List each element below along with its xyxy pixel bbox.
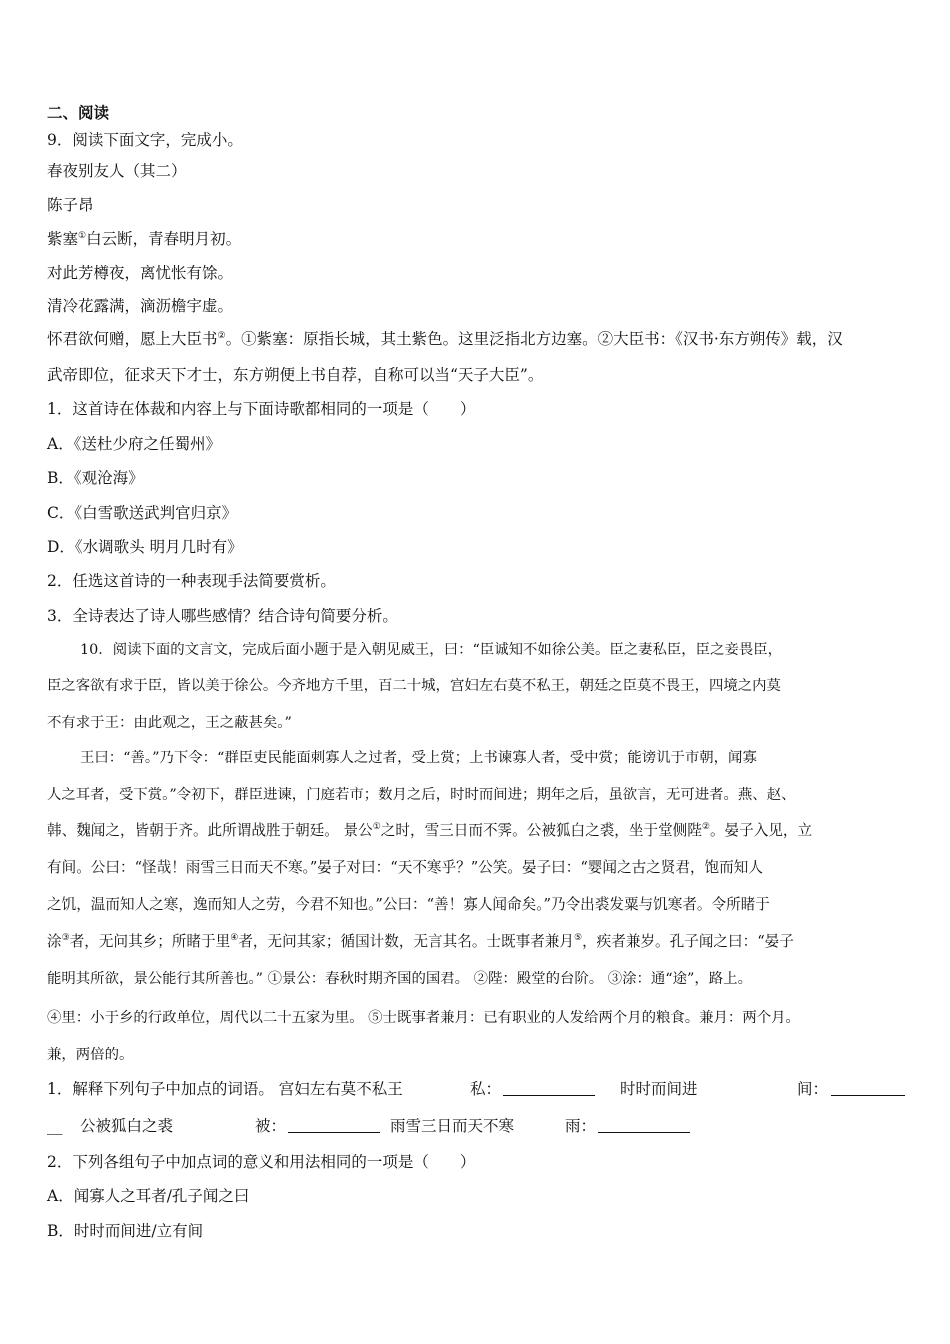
q10-sub1-sentence3: 公被狐白之裘 bbox=[80, 1117, 174, 1135]
q9-stem: 9．阅读下面文字，完成小。 bbox=[47, 131, 243, 149]
answer-blank-4[interactable] bbox=[598, 1116, 690, 1133]
q10-para2-line7: 能明其所欲，景公能行其所善也。” ①景公：春秋时期齐国的国君。 ②陛：殿堂的台阶。 ③涂：通“途”，路上。 bbox=[47, 971, 752, 987]
q10-sub1-blank-tail[interactable]: __ bbox=[47, 1117, 63, 1135]
answer-blank-3[interactable] bbox=[288, 1116, 380, 1133]
section-title: 二、阅读 bbox=[47, 104, 110, 122]
q10-sub1-sentence4: 雨雪三日而天不寒 bbox=[390, 1117, 515, 1135]
poem-line-4-notes: 怀君欲何赠，愿上大臣书②。①紫塞：原指长城，其土紫色。这里泛指北方边塞。②大臣书：《汉书·东方朔传》载，汉 bbox=[47, 330, 843, 348]
q10-para2-line8: ④里：小于乡的行政单位，周代以二十五家为里。 ⑤士既事者兼月：已有职业的人发给两个月的粮食。兼月：两个月。 bbox=[47, 1010, 800, 1026]
q10-option-b: B．时时而间进/立有间 bbox=[47, 1222, 204, 1240]
q10-sub1-stem: 1．解释下列句子中加点的词语。 宫妇左右莫不私王 bbox=[47, 1080, 403, 1098]
q10-para2-line2: 人之耳者，受下赏。”令初下，群臣进谏，门庭若市；数月之后，时时而间进；期年之后，虽欲言，无可进者。燕、赵、 bbox=[47, 787, 796, 803]
poem-title: 春夜别友人（其二） bbox=[47, 162, 187, 180]
q10-sub1-word2: 间： bbox=[797, 1080, 829, 1098]
q9-option-b: B．《观沧海》 bbox=[47, 469, 144, 487]
q10-sub1-word4: 雨： bbox=[565, 1117, 597, 1135]
answer-blank-1[interactable] bbox=[503, 1079, 595, 1096]
q9-option-c: C．《白雪歌送武判官归京》 bbox=[47, 504, 238, 522]
q10-sub1-word3: 被： bbox=[255, 1117, 287, 1135]
poem-line-1: 紫塞①白云断，青春明月初。 bbox=[47, 230, 242, 248]
q9-sub1: 1．这首诗在体裁和内容上与下面诗歌都相同的一项是（ ） bbox=[47, 400, 476, 418]
q10-para2-line4: 有间。公曰：“怪哉！雨雪三日而天不寒。”晏子对曰：“天不寒乎？”公笑。晏子曰：“婴闻之古之贤君，饱而知人 bbox=[47, 859, 763, 876]
q10-para2-line6: 涂③者，无问其乡；所睹于里④者，无问其家；循国计数，无言其名。士既事者兼月⑤，疾者兼岁。孔子闻之曰：“晏子 bbox=[47, 933, 794, 950]
q10-para2-line9: 兼，两倍的。 bbox=[47, 1047, 134, 1063]
q9-sub3: 3．全诗表达了诗人哪些感情？结合诗句简要分析。 bbox=[47, 607, 398, 625]
q10-sub2: 2．下列各组句子中加点词的意义和用法相同的一项是（ ） bbox=[47, 1153, 476, 1171]
q10-para1-line3: 不有求于王：由此观之，王之蔽甚矣。” bbox=[47, 715, 292, 731]
q10-option-a: A．闻寡人之耳者/孔子闻之曰 bbox=[47, 1187, 250, 1205]
q10-para2-line5: 之饥，温而知人之寒，逸而知人之劳，今君不知也。”公曰：“善！寡人闻命矣。”乃令出裘发粟与饥寒者。令所睹于 bbox=[47, 896, 770, 913]
q9-sub2: 2．任选这首诗的一种表现手法简要赏析。 bbox=[47, 572, 336, 590]
q10-para2-line1: 王曰：“善。”乃下令：“群臣吏民能面刺寡人之过者，受上赏；上书谏寡人者，受中赏；能谤讥于市朝，闻寡 bbox=[80, 750, 757, 766]
q10-para1-line1: 10．阅读下面的文言文，完成后面小题于是入朝见威王，曰：“臣诚知不如徐公美。臣之妻私臣，臣之妾畏臣， bbox=[80, 642, 783, 658]
q10-sub1-sentence2: 时时而间进 bbox=[620, 1080, 698, 1098]
answer-blank-2[interactable] bbox=[831, 1079, 905, 1096]
poem-line-3: 清冷花露满，滴沥檐宇虚。 bbox=[47, 297, 234, 315]
q10-para2-line3: 韩、魏闻之，皆朝于齐。此所谓战胜于朝廷。 景公①之时，雪三日而不霁。公被狐白之裘，坐于堂侧陛②。晏子入见，立 bbox=[47, 822, 813, 839]
poem-author: 陈子昂 bbox=[47, 196, 94, 214]
q9-option-a: A．《送杜少府之任蜀州》 bbox=[47, 435, 221, 453]
q9-option-d: D．《水调歌头 明月几时有》 bbox=[47, 538, 243, 556]
q10-para1-line2: 臣之客欲有求于臣，皆以美于徐公。今齐地方千里，百二十城，宫妇左右莫不私王，朝廷之臣莫不畏王，四境之内莫 bbox=[47, 678, 781, 694]
poem-line-2: 对此芳樽夜，离忧怅有馀。 bbox=[47, 264, 234, 282]
q10-sub1-word1: 私： bbox=[470, 1080, 502, 1098]
notes-continued: 武帝即位，征求天下才士，东方朔便上书自荐，自称可以当“天子大臣”。 bbox=[47, 366, 544, 384]
